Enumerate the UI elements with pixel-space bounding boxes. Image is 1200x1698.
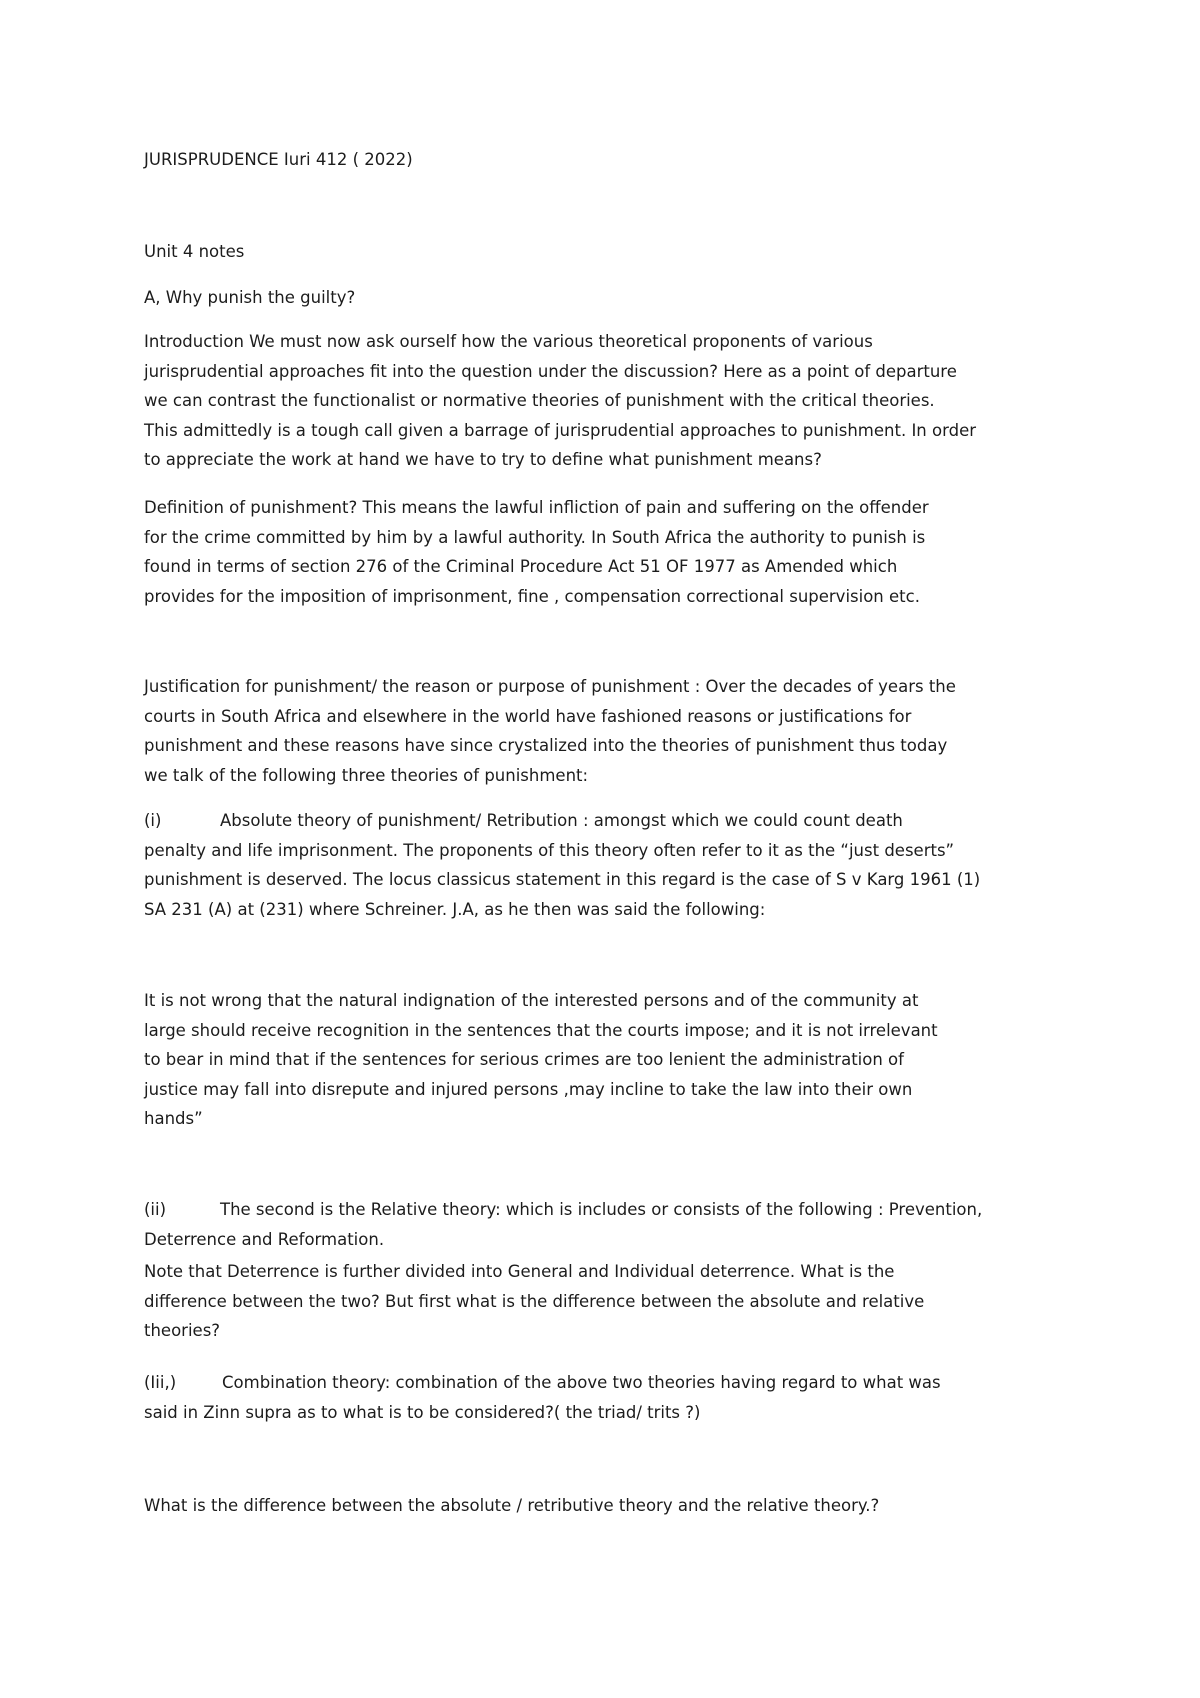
paragraph-line: found in terms of section 276 of the Criminal Procedure Act 51 OF 1977 as Amended which [144,557,898,576]
theory-two-first-line [144,1195,1079,1225]
paragraph-line: to bear in mind that if the sentences for serious crimes are too lenient the administration of [144,1050,904,1069]
document-title [144,145,1079,175]
paragraph-line: jurisprudential approaches fit into the question under the discussion? Here as a point of departure [144,361,957,381]
paragraph-line: we can contrast the functionalist or normative theories of punishment with the critical theories. [144,391,935,410]
introduction-paragraph [144,327,1079,475]
theory-one-paragraph [144,806,1079,924]
list-marker: (ii) [144,1200,167,1219]
paragraph-line: Definition of punishment? This means the lawful infliction of pain and suffering on the offender [144,498,929,517]
theory-two-heading: The second is the Relative theory: which is includes or consists of the following : Prevention, [220,1200,983,1219]
paragraph-line: Deterrence and Reformation. [144,1229,385,1249]
paragraph-line: hands” [144,1109,203,1128]
paragraph-line: to appreciate the work at hand we have to try to define what punishment means? [144,450,822,469]
question-text: A, Why punish the guilty? [144,288,356,307]
paragraph-line: Justification for punishment/ the reason or purpose of punishment : Over the decades of years the [144,677,956,696]
paragraph-line: theories? [144,1321,221,1340]
list-marker: (i) [144,811,162,830]
theory-three-paragraph [144,1368,1079,1427]
theory-three-first-line [144,1368,1079,1398]
definition-paragraph [144,493,1079,611]
paragraph-line: punishment is deserved. The locus classicus statement in this regard is the case of S v Karg 1961 (1) [144,870,981,889]
theory-two-paragraph [144,1195,1079,1254]
paragraph-line: Note that Deterrence is further divided into General and Individual deterrence. What is the [144,1262,895,1281]
section-question [144,283,1079,313]
paragraph-line: we talk of the following three theories of punishment: [144,765,589,785]
paragraph-line: This admittedly is a tough call given a barrage of jurisprudential approaches to punishment. In order [144,420,977,440]
unit-text: Unit 4 notes [144,242,245,261]
paragraph-line: It is not wrong that the natural indignation of the interested persons and of the community at [144,991,919,1010]
final-question-text: What is the difference between the absolute / retributive theory and the relative theory.? [144,1496,880,1515]
theory-one-first-line [144,806,1079,836]
paragraph-line: for the crime committed by him by a lawful authority. In South Africa the authority to punish is [144,527,926,547]
paragraph-line: said in Zinn supra as to what is to be considered?( the triad/ trits ?) [144,1402,701,1422]
quotation-paragraph [144,986,1079,1134]
list-marker: (Iii,) [144,1373,177,1392]
note-paragraph [144,1257,1079,1346]
title-text: JURISPRUDENCE Iuri 412 ( 2022) [144,150,413,169]
paragraph-line: punishment and these reasons have since crystalized into the theories of punishment thus today [144,736,948,755]
paragraph-line: difference between the two? But first what is the difference between the absolute and relative [144,1291,925,1311]
paragraph-line: courts in South Africa and elsewhere in the world have fashioned reasons or justifications for [144,706,912,726]
paragraph-line: SA 231 (A) at (231) where Schreiner. J.A, as he then was said the following: [144,899,766,919]
justification-paragraph [144,672,1079,790]
paragraph-line: large should receive recognition in the sentences that the courts impose; and it is not irrelevant [144,1020,938,1040]
paragraph-line: justice may fall into disrepute and injured persons ,may incline to take the law into their own [144,1079,913,1099]
paragraph-line: penalty and life imprisonment. The proponents of this theory often refer to it as the “just deserts” [144,840,955,860]
unit-heading [144,237,1079,267]
final-question [144,1491,1079,1521]
paragraph-line: Introduction We must now ask ourself how the various theoretical proponents of various [144,332,873,351]
paragraph-line: provides for the imposition of imprisonment, fine , compensation correctional supervision etc. [144,586,920,606]
theory-one-heading: Absolute theory of punishment/ Retribution : amongst which we could count death [220,811,903,830]
theory-three-heading: Combination theory: combination of the above two theories having regard to what was [222,1373,941,1392]
